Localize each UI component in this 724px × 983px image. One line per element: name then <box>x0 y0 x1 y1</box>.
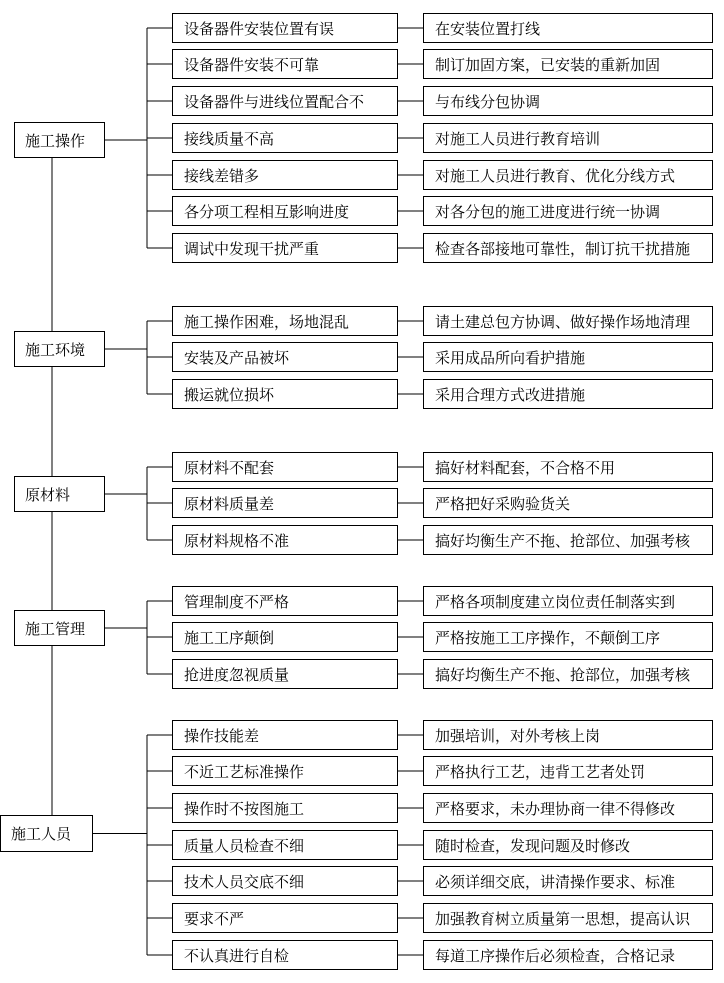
problem-box <box>172 720 398 750</box>
problem-box-text: 原材料规格不准 <box>184 531 290 550</box>
problem-box <box>172 196 398 226</box>
solution-box <box>423 940 713 970</box>
solution-box-text: 制订加固方案，已安装的重新加固 <box>435 55 661 74</box>
problem-box-text: 操作技能差 <box>184 726 260 745</box>
solution-box-text: 必须详细交底，讲清操作要求、标准 <box>435 872 676 891</box>
solution-box-text: 采用成品所向看护措施 <box>435 348 586 367</box>
solution-box <box>423 622 713 652</box>
solution-box-text: 严格各项制度建立岗位责任制落实到 <box>435 592 676 611</box>
solution-box <box>423 342 713 372</box>
solution-box-text: 加强教育树立质量第一思想，提高认识 <box>435 909 691 928</box>
solution-box <box>423 659 713 689</box>
solution-box-text: 对各分包的施工进度进行统一协调 <box>435 202 661 221</box>
problem-box-text: 接线质量不高 <box>184 129 275 148</box>
problem-box-text: 原材料不配套 <box>184 458 275 477</box>
category-box <box>14 476 105 512</box>
problem-box <box>172 793 398 823</box>
problem-box <box>172 342 398 372</box>
solution-box <box>423 903 713 933</box>
problem-box-text: 施工操作困难，场地混乱 <box>184 312 350 331</box>
solution-box-text: 搞好材料配套，不合格不用 <box>435 458 616 477</box>
solution-box <box>423 233 713 263</box>
problem-box-text: 搬运就位损坏 <box>184 385 275 404</box>
category-box <box>14 331 105 367</box>
solution-box <box>423 160 713 190</box>
problem-box-text: 要求不严 <box>184 909 245 928</box>
problem-box-text: 技术人员交底不细 <box>184 872 305 891</box>
solution-box-text: 随时检查，发现问题及时修改 <box>435 836 631 855</box>
solution-box-text: 严格执行工艺，违背工艺者处罚 <box>435 762 646 781</box>
category-box-text: 原材料 <box>25 485 71 504</box>
category-box-text: 施工环境 <box>25 340 86 359</box>
problem-box <box>172 622 398 652</box>
solution-box-text: 请土建总包方协调、做好操作场地清理 <box>435 312 691 331</box>
solution-box-text: 加强培训，对外考核上岗 <box>435 726 601 745</box>
solution-box-text: 与布线分包协调 <box>435 92 541 111</box>
problem-box <box>172 866 398 896</box>
problem-box <box>172 525 398 555</box>
problem-box <box>172 233 398 263</box>
solution-box <box>423 830 713 860</box>
problem-box <box>172 756 398 786</box>
category-box-text: 施工人员 <box>11 825 72 843</box>
problem-box-text: 各分项工程相互影响进度 <box>184 202 350 221</box>
solution-box-text: 采用合理方式改进措施 <box>435 385 586 404</box>
problem-box-text: 施工工序颠倒 <box>184 628 275 647</box>
category-box <box>14 122 105 158</box>
solution-box <box>423 196 713 226</box>
solution-box-text: 严格要求，未办理协商一律不得修改 <box>435 799 676 818</box>
solution-box-text: 严格把好采购验货关 <box>435 494 571 513</box>
solution-box <box>423 306 713 336</box>
problem-box <box>172 940 398 970</box>
problem-box <box>172 86 398 116</box>
solution-box <box>423 123 713 153</box>
solution-box-text: 检查各部接地可靠性，制订抗干扰措施 <box>435 239 691 258</box>
solution-box <box>423 86 713 116</box>
problem-box <box>172 123 398 153</box>
solution-box-text: 对施工人员进行教育、优化分线方式 <box>435 166 676 185</box>
category-box <box>0 815 93 852</box>
problem-box-text: 设备器件安装位置有误 <box>184 19 335 38</box>
problem-box <box>172 452 398 482</box>
solution-box <box>423 13 713 43</box>
problem-box <box>172 830 398 860</box>
solution-box <box>423 866 713 896</box>
problem-box-text: 原材料质量差 <box>184 494 275 513</box>
problem-box <box>172 49 398 79</box>
problem-box-text: 安装及产品被坏 <box>184 348 290 367</box>
problem-box-text: 设备器件安装不可靠 <box>184 55 320 74</box>
problem-box <box>172 659 398 689</box>
problem-box <box>172 586 398 616</box>
solution-box <box>423 793 713 823</box>
solution-box-text: 搞好均衡生产不拖、抢部位、加强考核 <box>435 531 691 550</box>
problem-box-text: 质量人员检查不细 <box>184 836 305 855</box>
problem-box-text: 管理制度不严格 <box>184 592 290 611</box>
problem-box-text: 不认真进行自检 <box>184 946 290 965</box>
problem-box-text: 接线差错多 <box>184 166 260 185</box>
problem-box <box>172 306 398 336</box>
solution-box <box>423 452 713 482</box>
problem-box-text: 抢进度忽视质量 <box>184 665 290 684</box>
problem-box <box>172 13 398 43</box>
problem-box <box>172 488 398 518</box>
solution-box <box>423 379 713 409</box>
problem-box-text: 调试中发现干扰严重 <box>184 239 320 258</box>
solution-box-text: 每道工序操作后必须检查，合格记录 <box>435 946 676 965</box>
solution-box <box>423 586 713 616</box>
solution-box <box>423 525 713 555</box>
category-box <box>14 610 105 646</box>
problem-box <box>172 379 398 409</box>
solution-box-text: 搞好均衡生产不拖、抢部位，加强考核 <box>435 665 691 684</box>
solution-box <box>423 49 713 79</box>
solution-box-text: 对施工人员进行教育培训 <box>435 129 601 148</box>
category-box-text: 施工管理 <box>25 619 86 638</box>
problem-box-text: 操作时不按图施工 <box>184 799 305 818</box>
category-box-text: 施工操作 <box>25 131 86 150</box>
solution-box-text: 严格按施工工序操作，不颠倒工序 <box>435 628 661 647</box>
problem-box <box>172 160 398 190</box>
problem-box-text: 不近工艺标准操作 <box>184 762 305 781</box>
solution-box <box>423 488 713 518</box>
solution-box <box>423 756 713 786</box>
solution-box-text: 在安装位置打线 <box>435 19 541 38</box>
problem-box-text: 设备器件与进线位置配合不 <box>184 92 365 111</box>
problem-box <box>172 903 398 933</box>
solution-box <box>423 720 713 750</box>
